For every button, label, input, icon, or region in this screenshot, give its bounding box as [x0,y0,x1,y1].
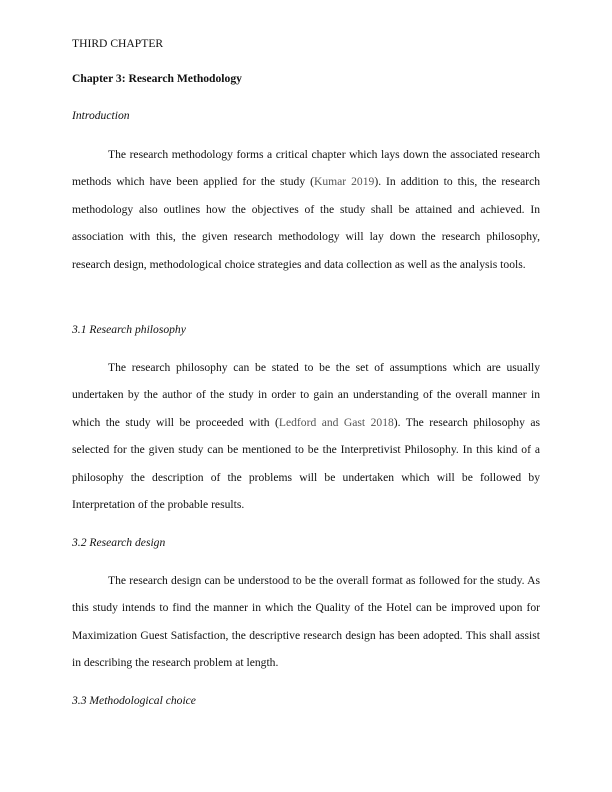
paragraph-introduction [72,141,540,278]
paragraph-text: The research philosophy can be stated to be the set of assumptions which are usually undertaken by the author of the study in order to gain an understanding of the overall manner in which the study will be proceeded with ( [72,361,540,429]
paragraph-text: The research methodology forms a critical chapter which lays down the associated research methods which have been applied for the study ( [72,148,540,189]
section-heading-research-philosophy: 3.1 Research philosophy [72,323,186,336]
paragraph-research-philosophy [72,354,540,518]
paragraph-text: ). The research philosophy as selected for the given study can be mentioned to be the Interpretivist Philosophy. In this kind of a philosophy the description of the problems will be undertaken which will be followed by Interpretation of the probable results. [72,415,540,512]
section-heading-methodological-choice: 3.3 Methodological choice [72,694,196,707]
paragraph-text: ). In addition to this, the research methodology also outlines how the objectives of the study shall be attained and achieved. In association with this, the given research methodology will lay down the research philosophy, research design, methodological choice strategies and data collection as well as the analysis tools. [72,175,541,271]
running-header: THIRD CHAPTER [72,37,164,50]
citation: Kumar 2019 [313,175,375,189]
paragraph-text: The research design can be understood to be the overall format as followed for the study. As this study intends to find the manner in which the Quality of the Hotel can be improved upon for Maximization Guest Satisfaction, the descriptive research design has been adopted. This shall assist in describing the research problem at length. [72,574,540,670]
section-heading-research-design: 3.2 Research design [72,536,166,549]
citation: Ledford and Gast 2018 [278,415,394,429]
chapter-title: Chapter 3: Research Methodology [72,72,242,85]
section-heading-introduction: Introduction [72,109,130,122]
paragraph-research-design [72,567,540,677]
